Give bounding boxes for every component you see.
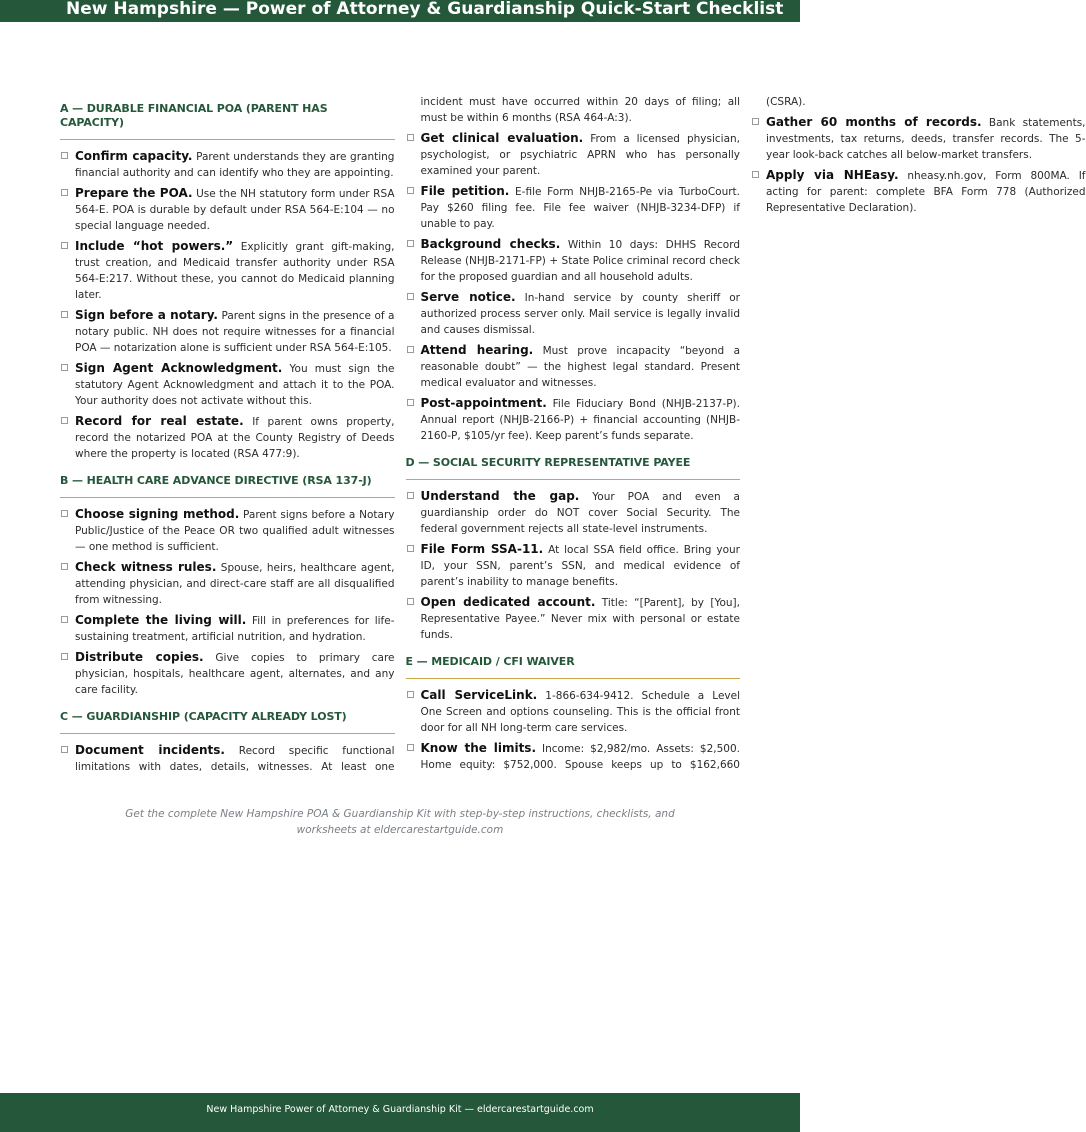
checkbox-icon[interactable] [61,510,68,517]
item-text: Income: $2,982/mo. Assets: $2,500. Home equity: $752,000. Spouse keeps up to $162,660 (CSRA). [420,96,806,771]
item-text: 1-866-634-9412. Schedule a Level One Screen and options counseling. This is the official front door for all NH long-term care services. [420,690,740,734]
checkbox-icon[interactable] [407,492,414,499]
checklist-item [60,307,395,356]
checklist-item [406,236,741,285]
item-label: File Form SSA-11. [420,542,544,556]
checkbox-icon[interactable] [407,187,414,194]
item-text: Parent understands they are granting financial authority and can identify who they are appointing. [75,151,395,179]
item-label: Know the limits. [420,741,537,755]
checklist-item [406,594,741,643]
checklist-item [60,148,395,181]
section-title: E — MEDICAID / CFI WAIVER [406,647,741,679]
item-label: Sign Agent Acknowledgment. [75,361,283,375]
checkbox-icon[interactable] [61,311,68,318]
item-label: Call ServiceLink. [420,688,538,702]
checklist-item [406,687,741,736]
item-label: Complete the living will. [75,613,247,627]
item-label: Choose signing method. [75,507,240,521]
item-label: Include “hot powers.” [75,239,234,253]
checkbox-icon[interactable] [61,417,68,424]
item-text: Fill in preferences for life-sustaining treatment, artificial nutrition, and hydration. [75,615,395,643]
checkbox-icon[interactable] [61,746,68,753]
checkbox-icon[interactable] [407,240,414,247]
item-text: Within 10 days: DHHS Record Release (NHJB-2171-FP) + State Police criminal record check for the proposed guardian and all household adults. [420,239,740,283]
checklist-item [751,114,1086,163]
checklist-item [60,559,395,608]
checkbox-icon[interactable] [407,545,414,552]
item-label: Gather 60 months of records. [766,115,982,129]
item-label: Apply via NHEasy. [766,168,899,182]
checklist-item [60,506,395,555]
item-label: Get clinical evaluation. [420,131,584,145]
item-text: nheasy.nh.gov, Form 800MA. If acting for parent: complete BFA Form 778 (Authorized Representative Declaration). [766,170,1086,214]
item-label: Background checks. [420,237,561,251]
checkbox-icon[interactable] [61,653,68,660]
item-text: Your POA and even a guardianship order do NOT cover Social Security. The federal government rejects all state-level instruments. [420,491,740,535]
checkbox-icon[interactable] [61,616,68,623]
footer-text: New Hampshire Power of Attorney & Guardianship Kit — eldercarestartguide.com [206,1104,594,1115]
checklist-item [60,612,395,645]
item-label: Understand the gap. [420,489,580,503]
item-text: At local SSA field office. Bring your ID, your SSN, parent’s SSN, and medical evidence of parent’s inability to manage benefits. [420,544,740,588]
page-footer [0,1093,800,1132]
checklist-item [406,183,741,232]
checklist-item [60,360,395,409]
item-label: Attend hearing. [420,343,534,357]
item-text: Explicitly grant gift-making, trust creation, and Medicaid transfer authority under RSA 564-E:217. Without these, you cannot do Medicaid planning later. [75,241,395,301]
item-label: Open dedicated account. [420,595,596,609]
page-header [0,0,800,22]
item-label: Document incidents. [75,743,225,757]
checklist-item [60,185,395,234]
checkbox-icon[interactable] [407,744,414,751]
checkbox-icon[interactable] [61,364,68,371]
checkbox-icon[interactable] [61,563,68,570]
item-text: Bank statements, investments, tax returns, deeds, transfer records. The 5-year look-back catches all below-market transfers. [766,117,1086,161]
checkbox-icon[interactable] [407,399,414,406]
checkbox-icon[interactable] [407,134,414,141]
item-text: Title: “[Parent], by [You], Representative Payee.” Never mix with personal or estate funds. [420,597,740,641]
kit-promo-note: Get the complete New Hampshire POA & Guardianship Kit with step-by-step instructions, checklists, and worksheets at eldercarestartguide.com [125,808,675,836]
checkbox-icon[interactable] [407,346,414,353]
section-title: C — GUARDIANSHIP (CAPACITY ALREADY LOST) [60,702,395,734]
checklist-item [60,238,395,303]
item-text: If parent owns property, record the notarized POA at the County Registry of Deeds where the property is located (RSA 477:9). [75,416,395,460]
item-text: Spouse, heirs, healthcare agent, attending physician, and direct-care staff are all disqualified from witnessing. [75,562,395,606]
item-label: Post-appointment. [420,396,547,410]
item-text: Give copies to primary care physician, hospitals, healthcare agent, alternates, and any care facility. [75,652,395,696]
checklist-item [751,167,1086,216]
item-text: In-hand service by county sheriff or authorized process server only. Mail service is legally invalid and causes dismissal. [420,292,740,336]
item-text: Parent signs in the presence of a notary public. NH does not require witnesses for a financial POA — notarization alone is sufficient under RSA 564-E:105. [75,310,395,354]
item-text: Parent signs before a Notary Public/Justice of the Peace OR two qualified adult witnesses — one method is sufficient. [75,509,395,553]
item-text: Use the NH statutory form under RSA 564-E. POA is durable by default under RSA 564-E:104 — no special language needed. [75,188,395,232]
checklist-item [406,488,741,537]
item-text: Must prove incapacity “beyond a reasonable doubt” — the highest legal standard. Present medical evaluator and witnesses. [420,345,741,389]
checklist-item [60,649,395,698]
checklist-item [406,130,741,179]
item-label: Check witness rules. [75,560,217,574]
checkbox-icon[interactable] [752,171,759,178]
item-label: Record for real estate. [75,414,244,428]
page-title: New Hampshire — Power of Attorney & Guardianship Quick-Start Checklist [66,0,784,19]
checkbox-icon[interactable] [407,691,414,698]
item-text: From a licensed physician, psychologist, or psychiatric APRN who has personally examined your parent. [420,133,740,177]
checklist-item [406,342,741,391]
section-title: D — SOCIAL SECURITY REPRESENTATIVE PAYEE [406,448,741,480]
checklist-item [406,395,741,444]
item-label: Distribute copies. [75,650,204,664]
checkbox-icon[interactable] [407,293,414,300]
item-text: E-file Form NHJB-2165-Pe via TurboCourt. Pay $260 filing fee. File fee waiver (NHJB-3234-DFP) if unable to pay. [420,186,741,230]
checkbox-icon[interactable] [61,152,68,159]
section-title: A — DURABLE FINANCIAL POA (PARENT HAS CAPACITY) [60,94,395,140]
checklist-item [406,289,741,338]
checkbox-icon[interactable] [752,118,759,125]
item-text: File Fiduciary Bond (NHJB-2137-P). Annual report (NHJB-2166-P) + financial accounting (NHJB-2160-P, $105/yr fee). Keep parent’s funds separate. [420,398,740,442]
item-text: You must sign the statutory Agent Acknowledgment and attach it to the POA. Your authority does not activate without this. [75,363,395,407]
item-label: Prepare the POA. [75,186,193,200]
item-text: Record specific functional limitations with dates, details, witnesses. At least one incident must have occurred within 20 days of filing; all must be within 6 months (RSA 464-A:3). [75,96,740,773]
checkbox-icon[interactable] [407,598,414,605]
checklist-item [60,413,395,462]
checklist-item [406,541,741,590]
item-label: Confirm capacity. [75,149,193,163]
section-title: B — HEALTH CARE ADVANCE DIRECTIVE (RSA 137-J) [60,466,395,498]
checklist-content [60,94,1086,784]
item-label: Serve notice. [420,290,516,304]
item-label: Sign before a notary. [75,308,218,322]
item-label: File petition. [420,184,510,198]
checkbox-icon[interactable] [61,242,68,249]
checkbox-icon[interactable] [61,189,68,196]
